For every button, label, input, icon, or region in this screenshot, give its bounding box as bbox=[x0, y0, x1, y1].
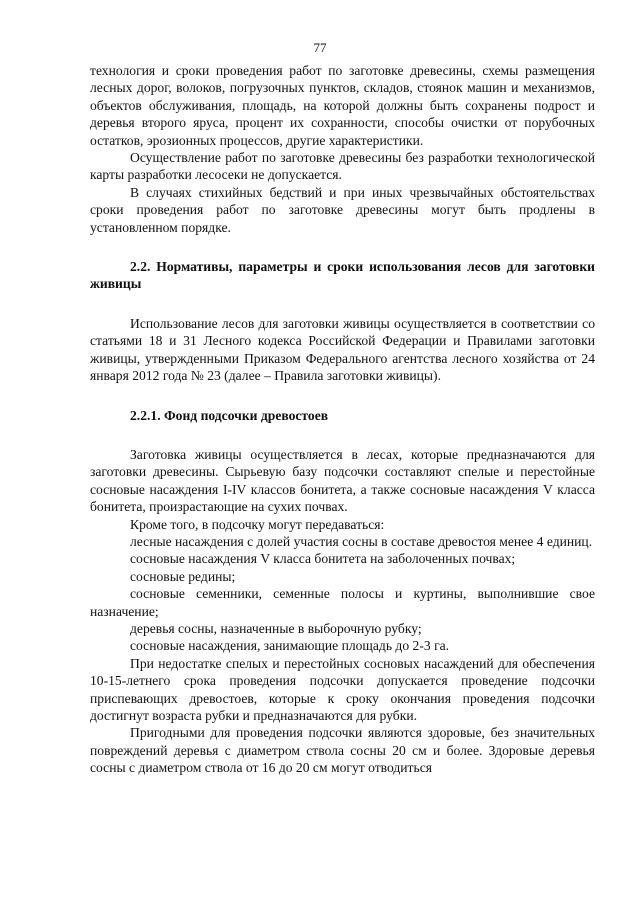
section-heading-2-2: 2.2. Нормативы, параметры и сроки использования лесов для заготовки живицы bbox=[90, 259, 595, 292]
list-item: лесные насаждения с долей участия сосны в составе древостоя менее 4 единиц. bbox=[130, 533, 593, 549]
list-item: сосновые насаждения V класса бонитета на заболоченных почвах; bbox=[130, 551, 516, 567]
list-item: сосновые семенники, семенные полосы и куртины, выполнившие свое назначение; bbox=[90, 586, 595, 619]
paragraph: Пригодными для проведения подсочки являются здоровые, без значительных повреждений деревья с диаметром ствола сосны 20 см и более. Здоровые деревья сосны с диаметром ствола от 16 до 20 см могут отводиться bbox=[90, 725, 595, 776]
paragraph: В случаях стихийных бедствий и при иных чрезвычайных обстоятельствах сроки проведения работ по заготовке древесины могут быть продлены в установленном порядке. bbox=[90, 184, 595, 235]
list-item: сосновые редины; bbox=[130, 568, 236, 584]
page-number: 77 bbox=[313, 40, 327, 55]
list-item: сосновые насаждения, занимающие площадь до 2-3 га. bbox=[130, 638, 450, 654]
paragraph: Осуществление работ по заготовке древесины без разработки технологической карты разработки лесосеки не допускается. bbox=[90, 150, 595, 183]
paragraph: Заготовка живицы осуществляется в лесах, которые предназначаются для заготовки древесины. Сырьевую базу подсочки составляют спелые и перестойные сосновые насаждения I-IV классов бонитета, а также сосновые насаждения V класса бонитета, произрастающие на сухих почвах. bbox=[90, 446, 595, 515]
paragraph: технология и сроки проведения работ по заготовке древесины, схемы размещения лесных дорог, волоков, погрузочных пунктов, складов, стоянок машин и механизмов, объектов обслуживания, площадь, на которой должны быть сохранены подрост и деревья второго яруса, процент их сохранности, способы очистки от порубочных остатков, эрозионных процессов, другие характеристики. bbox=[90, 63, 595, 148]
paragraph: Кроме того, в подсочку могут передаваться: bbox=[130, 516, 385, 532]
section-heading-2-2-1: 2.2.1. Фонд подсочки древостоев bbox=[130, 407, 329, 423]
document-body bbox=[90, 62, 595, 777]
paragraph: Использование лесов для заготовки живицы осуществляется в соответствии со статьями 18 и 31 Лесного кодекса Российской Федерации и Правилами заготовки живицы, утвержденными Приказом Федерального агентства лесного хозяйства от 24 января 2012 года № 23 (далее – Правила заготовки живицы). bbox=[90, 315, 595, 384]
list-item: деревья сосны, назначенные в выборочную рубку; bbox=[130, 620, 422, 636]
paragraph: При недостатке спелых и перестойных сосновых насаждений для обеспечения 10-15-летнего срока проведения подсочки допускается проведение подсочки приспевающих древостоев, которые к сроку окончания проведения подсочки достигнут возраста рубки и предназначаются для рубки. bbox=[90, 655, 595, 723]
